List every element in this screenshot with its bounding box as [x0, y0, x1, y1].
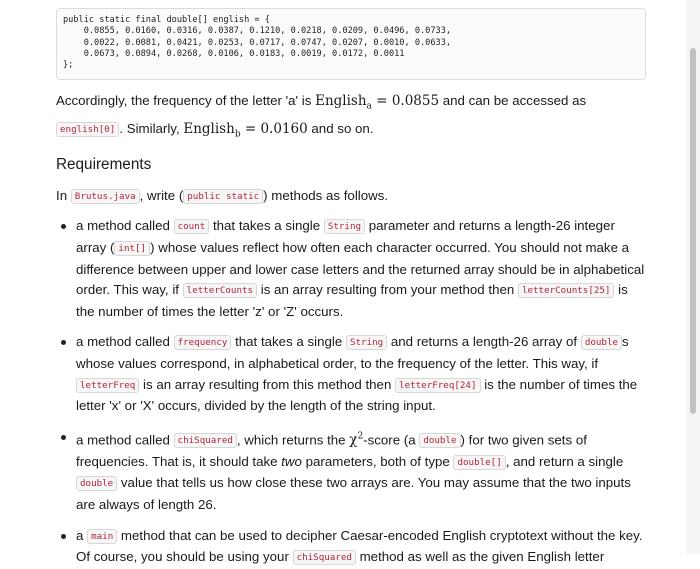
- inline-code: double: [76, 476, 117, 491]
- inline-code: english[0]: [56, 122, 119, 137]
- vertical-scrollbar[interactable]: [686, 0, 700, 554]
- text: and can be accessed as: [439, 93, 587, 108]
- text: Accordingly, the frequency of the letter 'a' is: [56, 93, 316, 108]
- inline-code: double[]: [453, 455, 505, 470]
- text: parameters, both of type: [301, 453, 454, 469]
- inline-code: public static: [183, 189, 263, 204]
- emphasis: two: [281, 453, 302, 469]
- math-english-b: [183, 120, 308, 140]
- text: method that can be used to decipher Caesar-encoded English cryptotext without the key. Of course, you should be using your: [76, 527, 643, 565]
- code-line: 0.0673, 0.0894, 0.0268, 0.0106, 0.0183, 0.0019, 0.0172, 0.0011: [63, 48, 405, 59]
- text: . Similarly,: [119, 120, 184, 136]
- inline-code: double: [419, 433, 460, 448]
- math-base: English: [183, 120, 235, 137]
- requirements-intro: [56, 185, 646, 207]
- text: In: [56, 188, 71, 204]
- list-item: [56, 526, 646, 569]
- list-item: [56, 427, 646, 516]
- math-superscript: 2: [357, 431, 364, 442]
- math-english-a: [315, 93, 440, 112]
- text: ) for two given sets of frequencies. That is, it should take: [76, 432, 587, 469]
- inline-code: letterCounts: [183, 283, 257, 298]
- text: , write (: [139, 188, 184, 204]
- text: parameter and returns a length-26 integer array (: [76, 218, 615, 255]
- text: a method called: [76, 218, 174, 234]
- math-subscript: a: [366, 101, 372, 112]
- inline-code: count: [174, 219, 210, 234]
- text: and so on.: [307, 120, 374, 136]
- text: that takes a single: [231, 334, 346, 350]
- text: s whose values correspond, in alphabetical order, to the frequency of the letter. This way, if: [76, 334, 629, 371]
- text: is the number of times the letter 'z' or 'Z' occurs.: [76, 282, 628, 319]
- math-base: χ: [349, 432, 358, 449]
- code-line: public static final double[] english = {: [63, 15, 270, 25]
- text: is an array resulting from this method then: [139, 376, 396, 392]
- text: is an array resulting from your method then: [257, 282, 518, 298]
- list-item: [56, 216, 646, 322]
- text: ) whose values reflect how often each character occurred. You should not make a difference between upper and lower case letters and the returned array should be in alphabetical order. This way, if: [76, 239, 645, 298]
- inline-code: double: [581, 335, 622, 350]
- inline-code: chiSquared: [293, 550, 356, 565]
- inline-code: letterFreq: [76, 378, 139, 393]
- text: ) methods as follows.: [263, 188, 389, 204]
- inline-code: letterCounts[25]: [518, 283, 615, 298]
- text: a method called: [76, 432, 174, 448]
- requirements-list: [56, 216, 646, 568]
- document-content: [56, 0, 646, 569]
- inline-code: letterFreq[24]: [395, 378, 480, 393]
- math-subscript: b: [234, 129, 241, 140]
- list-item: [56, 332, 646, 416]
- text: a: [76, 527, 88, 543]
- inline-code: String: [324, 219, 365, 234]
- inline-code: chiSquared: [174, 433, 237, 448]
- text: a method called: [76, 334, 174, 350]
- code-line: 0.0022, 0.0081, 0.0421, 0.0253, 0.0717, 0.0747, 0.0207, 0.0010, 0.0633,: [63, 37, 452, 48]
- text: , which returns the: [236, 432, 350, 448]
- code-block: [56, 8, 646, 80]
- math-base: English: [315, 93, 367, 109]
- text: and returns a length-26 array of: [387, 334, 581, 350]
- text: , and return a single: [505, 453, 624, 469]
- frequency-paragraph: [56, 90, 646, 145]
- requirements-heading: Requirements: [56, 156, 152, 174]
- inline-code: Brutus.java: [71, 189, 140, 204]
- code-line: };: [63, 60, 74, 71]
- text: method as well as the given English letter: [355, 549, 605, 565]
- math-value: = 0.0855: [371, 93, 440, 109]
- text: -score (a: [363, 432, 420, 448]
- text: value that tells us how close these two arrays are. You may assume that the two inputs are always of length 26.: [76, 475, 631, 512]
- text: that takes a single: [209, 218, 324, 234]
- inline-code: frequency: [174, 335, 232, 350]
- math-chi-squared: [349, 432, 363, 448]
- text: is the number of times the letter 'x' or 'X' occurs, divided by the length of the string input.: [76, 376, 638, 414]
- scrollbar-thumb[interactable]: [690, 48, 696, 414]
- math-value: = 0.0160: [240, 120, 308, 137]
- inline-code: String: [346, 335, 387, 350]
- code-line: 0.0855, 0.0160, 0.0316, 0.0387, 0.1210, 0.0218, 0.0209, 0.0496, 0.0733,: [63, 26, 452, 37]
- inline-code: main: [87, 529, 117, 544]
- inline-code: int[]: [114, 241, 150, 256]
